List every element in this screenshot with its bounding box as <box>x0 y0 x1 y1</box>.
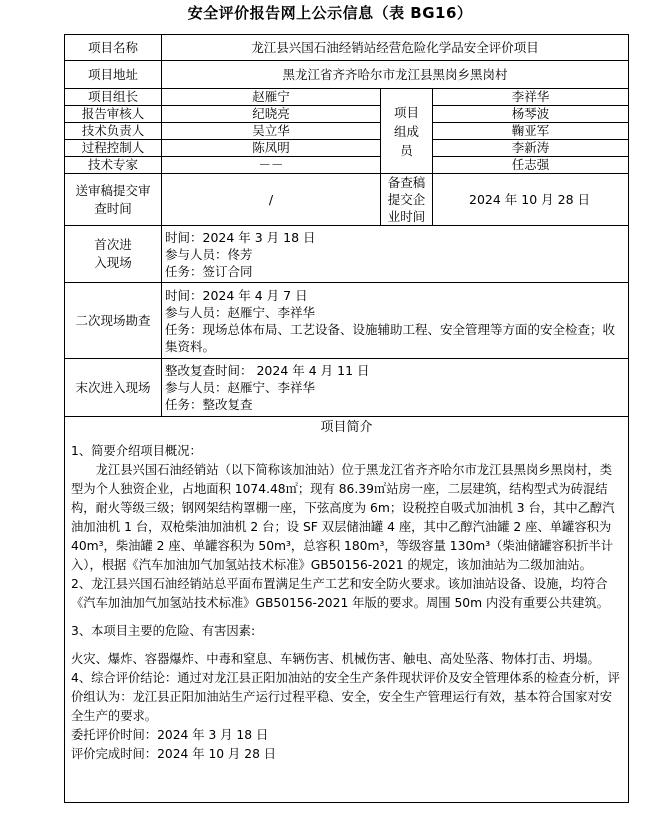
filing-submission-label: 备查稿提交企业时间 <box>381 174 433 226</box>
visit-participants: 参与人员：赵雁宁、李祥华 <box>165 380 316 395</box>
intro-overview: 龙江县兴国石油经销站（以下简称该加油站）位于黑龙江省齐齐哈尔市龙江县黑岗乡黑岗村，类型为个人独资企业，占地面积 1074.48㎡；现有 86.39㎡站房一座，二层建筑，结构型式为砖混结构，耐火等级三级；钢网架结构罩棚一座，下弦高度为 6m；设税控自吸式加油机 3 台，其中乙醇汽油加油机 1 台，双枪柴油加油机 2 台；设 SF 双层储油罐 4 座，其中乙醇汽油罐 2 座、单罐容积为 40m³，柴油罐 2 座、单罐容积为 50m³，总容积 180m³，等级容量 130m³（柴油储罐容积折半计入），根据《汽车加油加气加氢站技术标准》GB50156-2021 的规定，该加油站为二级加油站。 <box>71 463 615 572</box>
reviewer-label: 报告审核人 <box>65 106 162 123</box>
review-submission-label: 送审稿提交审查时间 <box>65 174 162 226</box>
member-name: 鞠亚军 <box>433 123 629 140</box>
expert-label: 技术专家 <box>65 157 162 174</box>
document-title: 安全评价报告网上公示信息（表 BG16） <box>187 4 473 22</box>
intro-section-heading: 1、简要介绍项目概况： <box>71 444 202 458</box>
commission-time: 委托评价时间：2024 年 3 月 18 日 <box>71 728 269 742</box>
tech-lead-label: 技术负责人 <box>65 123 162 140</box>
visit-time: 时间：2024 年 4 月 7 日 <box>165 287 308 303</box>
intro-title: 项目简介 <box>320 420 373 435</box>
completion-time: 评价完成时间：2024 年 10 月 28 日 <box>71 747 277 761</box>
visit-task: 任务：现场总体布局、工艺设备、设施辅助工程、安全管理等方面的安全检查；收集资料。 <box>165 321 616 354</box>
visit-details <box>162 359 629 417</box>
intro-hazards: 火灾、爆炸、容器爆炸、中毒和窒息、车辆伤害、机械伤害、触电、高处坠落、物体打击、坍塌。 <box>71 652 600 666</box>
member-name: 任志强 <box>433 157 629 174</box>
tech-lead-name: 吴立华 <box>162 123 381 140</box>
visit-details <box>162 226 629 283</box>
visit-participants: 参与人员：佟芳 <box>165 246 253 262</box>
visit-details <box>162 283 629 359</box>
project-address-label: 项目地址 <box>65 61 162 89</box>
visit-time: 整改复查时间： 2024 年 4 月 11 日 <box>165 363 370 378</box>
disclosure-table <box>64 34 629 803</box>
member-name: 李祥华 <box>433 89 629 106</box>
visit-label: 末次进入现场 <box>65 359 162 417</box>
visit-label: 首次进入现场 <box>65 226 162 283</box>
reviewer-name: 纪晓亮 <box>162 106 381 123</box>
intro-section-heading: 3、本项目主要的危险、有害因素: <box>71 624 256 638</box>
project-intro <box>65 417 629 803</box>
members-label: 项目组成员 <box>381 89 433 174</box>
process-controller-label: 过程控制人 <box>65 140 162 157</box>
visit-task: 任务：整改复查 <box>165 397 253 412</box>
visit-label: 二次现场勘查 <box>65 283 162 359</box>
visit-time: 时间：2024 年 3 月 18 日 <box>165 229 316 245</box>
member-name: 李新涛 <box>433 140 629 157</box>
process-controller-name: 陈凤明 <box>162 140 381 157</box>
project-name-label: 项目名称 <box>65 35 162 61</box>
project-address: 黑龙江省齐齐哈尔市龙江县黑岗乡黑岗村 <box>162 61 629 89</box>
leader-label: 项目组长 <box>65 89 162 106</box>
visit-participants: 参与人员：赵雁宁、李祥华 <box>165 304 316 320</box>
member-name: 杨琴波 <box>433 106 629 123</box>
expert-name: －－ <box>162 157 381 174</box>
review-submission-time: / <box>162 174 381 226</box>
visit-task: 任务：签订合同 <box>165 263 253 279</box>
leader-name: 赵雁宁 <box>162 89 381 106</box>
project-name: 龙江县兴国石油经销站经营危险化学品安全评价项目 <box>162 35 629 61</box>
intro-evaluation-conclusion: 4、综合评价结论：通过对龙江县正阳加油站的安全生产条件现状评价及安全管理体系的检查分析，评价组认为：龙江县正阳加油站生产运行过程平稳、安全，安全生产管理运行有效，基本符合国家对安全生产的要求。 <box>71 671 620 723</box>
intro-layout-conclusion: 2、龙江县兴国石油经销站总平面布置满足生产工艺和安全防火要求。该加油站设备、设施，均符合《汽车加油加气加氢站技术标准》GB50156-2021 年版的要求。周围 50m 内没有重要公共建筑。 <box>71 577 609 610</box>
filing-submission-time: 2024 年 10 月 28 日 <box>433 174 629 226</box>
